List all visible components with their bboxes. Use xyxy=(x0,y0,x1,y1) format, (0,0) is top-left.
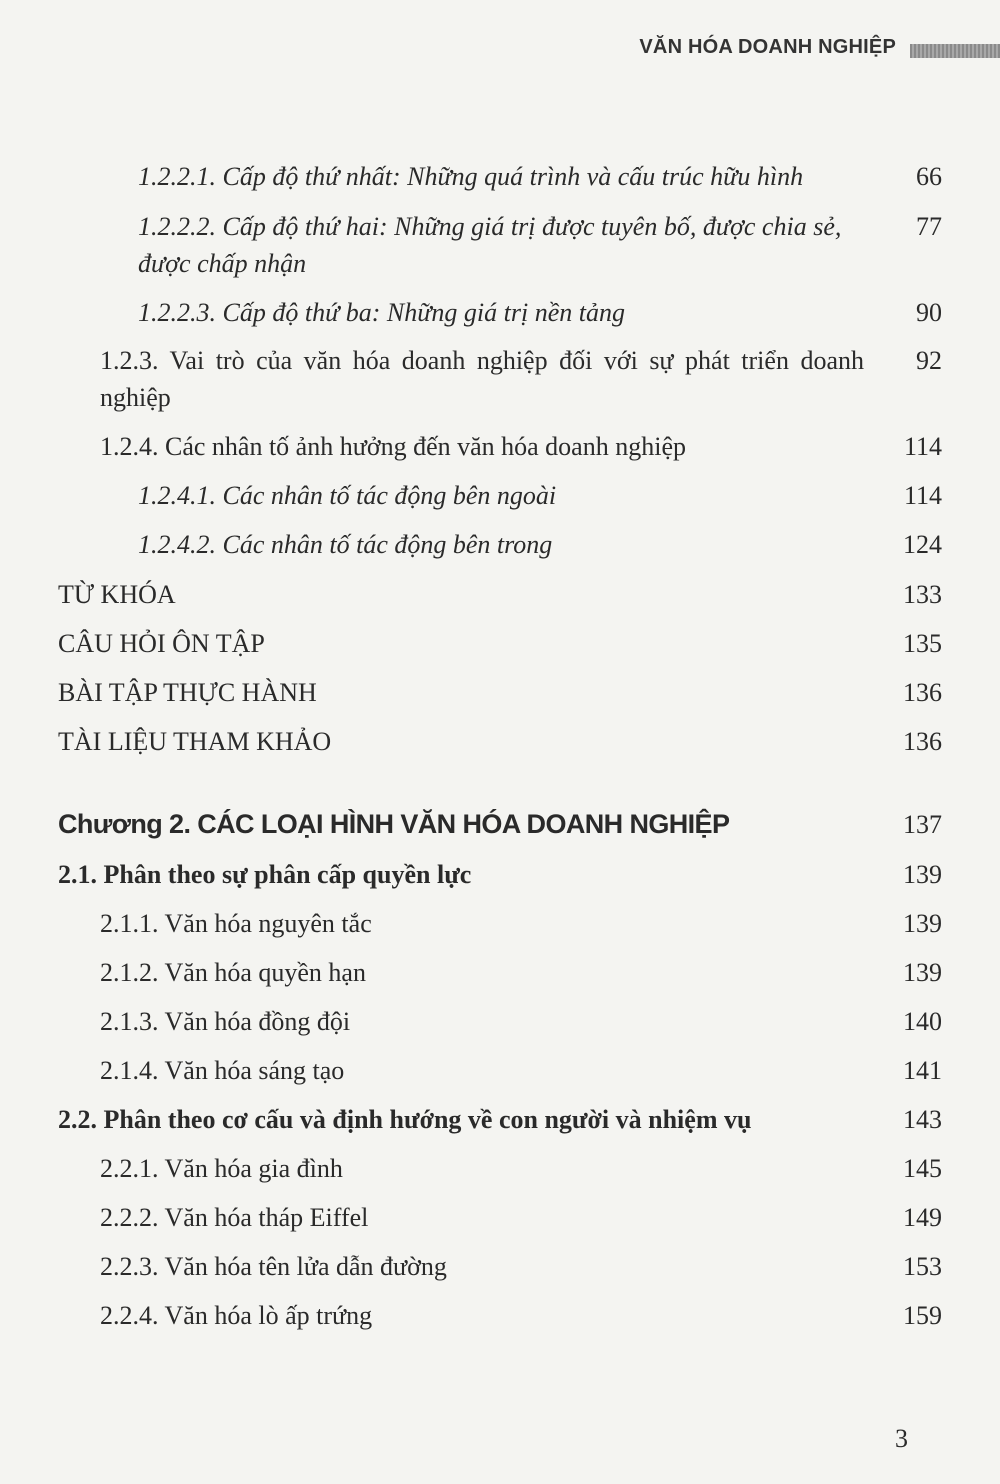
toc-entry-title: CÂU HỎI ÔN TẬP xyxy=(58,629,265,658)
toc-entry-page: 136 xyxy=(903,727,942,756)
toc-entry-title: 2.1.2. Văn hóa quyền hạn xyxy=(100,958,366,987)
toc-entry-title: 2.1. Phân theo sự phân cấp quyền lực xyxy=(58,860,472,889)
toc-entry-page: 153 xyxy=(903,1252,942,1281)
toc-entry-page: 136 xyxy=(903,678,942,707)
toc-entry-page: 66 xyxy=(916,162,942,191)
toc-entry-title: 2.2. Phân theo cơ cấu và định hướng về con người và nhiệm vụ xyxy=(58,1105,752,1134)
toc-entry-page: 124 xyxy=(903,530,942,559)
running-header-bar xyxy=(910,44,1000,58)
toc-entry-page: 145 xyxy=(903,1154,942,1183)
toc-entry-title: 1.2.2.3. Cấp độ thứ ba: Những giá trị nền tảng xyxy=(138,298,625,327)
toc-entry-page: 133 xyxy=(903,580,942,609)
toc-entry-title: 2.2.3. Văn hóa tên lửa dẫn đường xyxy=(100,1252,447,1281)
toc-entry-page: 90 xyxy=(916,298,942,327)
toc-entry-page: 140 xyxy=(903,1007,942,1036)
toc-entry-page: 149 xyxy=(903,1203,942,1232)
toc-entry-title: 1.2.4.2. Các nhân tố tác động bên trong xyxy=(138,530,553,559)
toc-entry-page: 77 xyxy=(916,212,942,241)
toc-entry-title: TÀI LIỆU THAM KHẢO xyxy=(58,727,332,756)
toc-entry-title: 1.2.4.1. Các nhân tố tác động bên ngoài xyxy=(138,481,557,510)
toc-entry-title: BÀI TẬP THỰC HÀNH xyxy=(58,678,317,707)
toc-entry-page: 114 xyxy=(903,481,942,510)
toc-entry-title: 2.2.4. Văn hóa lò ấp trứng xyxy=(100,1301,373,1330)
running-header-title: VĂN HÓA DOANH NGHIỆP xyxy=(639,36,896,58)
toc-entry-page: 92 xyxy=(916,346,942,375)
toc-entry-page: 139 xyxy=(903,860,942,889)
toc-entry-title: 1.2.2.2. Cấp độ thứ hai: Những giá trị được tuyên bố, được chia sẻ, được chấp nhận xyxy=(138,212,842,278)
toc-entry-title: 2.1.4. Văn hóa sáng tạo xyxy=(100,1056,345,1085)
toc-entry-title: 1.2.3. Vai trò của văn hóa doanh nghiệp đối với sự phát triển doanh nghiệp xyxy=(100,346,864,412)
toc-entry-title: 2.1.1. Văn hóa nguyên tắc xyxy=(100,909,372,938)
toc-entry-page: 137 xyxy=(903,810,942,839)
running-header xyxy=(0,36,1000,66)
toc-entry-title: 2.2.1. Văn hóa gia đình xyxy=(100,1154,343,1183)
toc-entry-title: 2.1.3. Văn hóa đồng đội xyxy=(100,1007,351,1036)
toc-entry-title: TỪ KHÓA xyxy=(58,580,176,609)
toc-entry-page: 143 xyxy=(903,1105,942,1134)
toc-entry-page: 139 xyxy=(903,909,942,938)
toc-entry-page: 139 xyxy=(903,958,942,987)
page-number: 3 xyxy=(895,1424,908,1453)
toc-entry-title: 1.2.4. Các nhân tố ảnh hưởng đến văn hóa doanh nghiệp xyxy=(100,432,686,461)
toc-entry-page: 159 xyxy=(903,1301,942,1330)
toc-entry-title: 1.2.2.1. Cấp độ thứ nhất: Những quá trình và cấu trúc hữu hình xyxy=(138,162,804,191)
toc-entry-page: 135 xyxy=(903,629,942,658)
toc-chapter-title: Chương 2. CÁC LOẠI HÌNH VĂN HÓA DOANH NGHIỆP xyxy=(58,809,730,839)
toc-entry-title: 2.2.2. Văn hóa tháp Eiffel xyxy=(100,1203,369,1232)
toc-entry-page: 141 xyxy=(903,1056,942,1085)
toc-entry-page: 114 xyxy=(903,432,942,461)
